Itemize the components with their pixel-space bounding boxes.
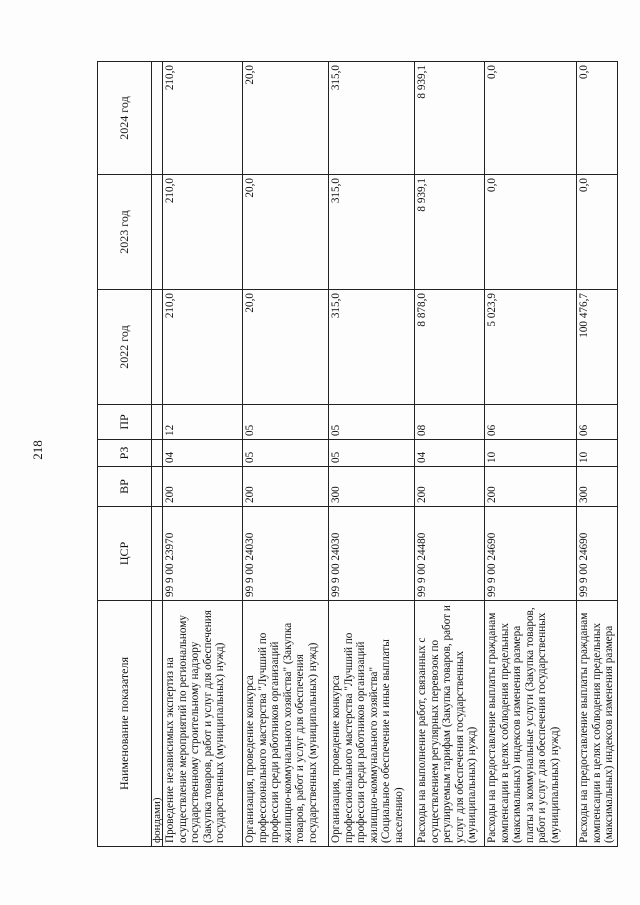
table-header-row [98, 62, 152, 847]
row-2024: 20,0 [243, 62, 329, 175]
table-row [329, 62, 415, 847]
row-2022: 210,0 [163, 290, 243, 405]
row-rz: 10 [485, 440, 577, 467]
header-pr: ПР [98, 405, 152, 440]
table-viewport [97, 62, 616, 847]
row-2024: 0,0 [577, 62, 618, 175]
row-rz: 05 [329, 440, 415, 467]
row-name: Расходы на предоставление выплаты гражданам компенсации в целях соблюдения предельных (максимальных) индексов изменения размера [577, 601, 618, 847]
row-vr: 300 [329, 467, 415, 507]
rotated-table-container [97, 62, 616, 847]
continuation-row [152, 62, 163, 847]
row-csr: 99 9 00 24690 [485, 507, 577, 601]
row-2022: 8 878,0 [415, 290, 485, 405]
row-csr: 99 9 00 23970 [163, 507, 243, 601]
table-row [415, 62, 485, 847]
header-2023: 2023 год [98, 175, 152, 290]
row-pr: 08 [415, 405, 485, 440]
row-vr: 200 [243, 467, 329, 507]
row-2023: 8 939,1 [415, 175, 485, 290]
row-2023: 315,0 [329, 175, 415, 290]
row-pr: 06 [485, 405, 577, 440]
row-name: Расходы на выполнение работ, связанных с осуществлением регулярных перевозок по регулируемым тарифам (Закупка товаров, работ и услуг для обеспечения государственных (муниципальных) нужд) [415, 601, 485, 847]
row-vr: 300 [577, 467, 618, 507]
row-2024: 0,0 [485, 62, 577, 175]
row-csr: 99 9 00 24690 [577, 507, 618, 601]
row-2024: 210,0 [163, 62, 243, 175]
table-row [577, 62, 618, 847]
budget-table [97, 61, 618, 847]
table-row [485, 62, 577, 847]
header-2022: 2022 год [98, 290, 152, 405]
row-vr: 200 [163, 467, 243, 507]
table-row [243, 62, 329, 847]
header-name: Наименование показателя [98, 601, 152, 847]
row-2022: 315,0 [329, 290, 415, 405]
row-csr: 99 9 00 24030 [243, 507, 329, 601]
row-pr: 06 [577, 405, 618, 440]
row-2024: 315,0 [329, 62, 415, 175]
row-2023: 0,0 [577, 175, 618, 290]
row-name: Организация, проведение конкурса профессионального мастерства "Лучший по профессии среди работников организаций жилищно-коммунального хозяйства" (Социальное обеспечение и иные выплаты населению) [329, 601, 415, 847]
row-pr: 05 [329, 405, 415, 440]
page-number: 218 [30, 440, 45, 460]
row-vr: 200 [415, 467, 485, 507]
row-2022: 5 023,9 [485, 290, 577, 405]
row-pr: 05 [243, 405, 329, 440]
row-name: Организация, проведение конкурса профессионального мастерства "Лучший по профессии среди работников организаций жилищно-коммунального хозяйства" (Закупка товаров, работ и услуг для обеспечения государственных (муниципальных) нужд) [243, 601, 329, 847]
row-2023: 0,0 [485, 175, 577, 290]
header-2024: 2024 год [98, 62, 152, 175]
header-csr: ЦСР [98, 507, 152, 601]
row-csr: 99 9 00 24480 [415, 507, 485, 601]
row-name: Расходы на предоставление выплаты гражданам компенсации в целях соблюдения предельных (максимальных) индексов изменения размера платы за коммунальные услуги (Закупка товаров, работ и услуг для обеспечения государственных (муниципальных) нужд) [485, 601, 577, 847]
row-rz: 04 [415, 440, 485, 467]
row-2023: 20,0 [243, 175, 329, 290]
row-2023: 210,0 [163, 175, 243, 290]
row-2022: 20,0 [243, 290, 329, 405]
row-csr: 99 9 00 24030 [329, 507, 415, 601]
row-rz: 05 [243, 440, 329, 467]
row-rz: 04 [163, 440, 243, 467]
row-2022: 100 476,7 [577, 290, 618, 405]
continuation-text: фондами) [152, 601, 163, 847]
row-pr: 12 [163, 405, 243, 440]
row-name: Проведение независимых экспертиз на осуществление мероприятий по региональному государственному строительному надзору (Закупка товаров, работ и услуг для обеспечения государственных (муниципальных) нужд) [163, 601, 243, 847]
row-2024: 8 939,1 [415, 62, 485, 175]
row-vr: 200 [485, 467, 577, 507]
table-row [163, 62, 243, 847]
row-rz: 10 [577, 440, 618, 467]
header-rz: РЗ [98, 440, 152, 467]
header-vr: ВР [98, 467, 152, 507]
